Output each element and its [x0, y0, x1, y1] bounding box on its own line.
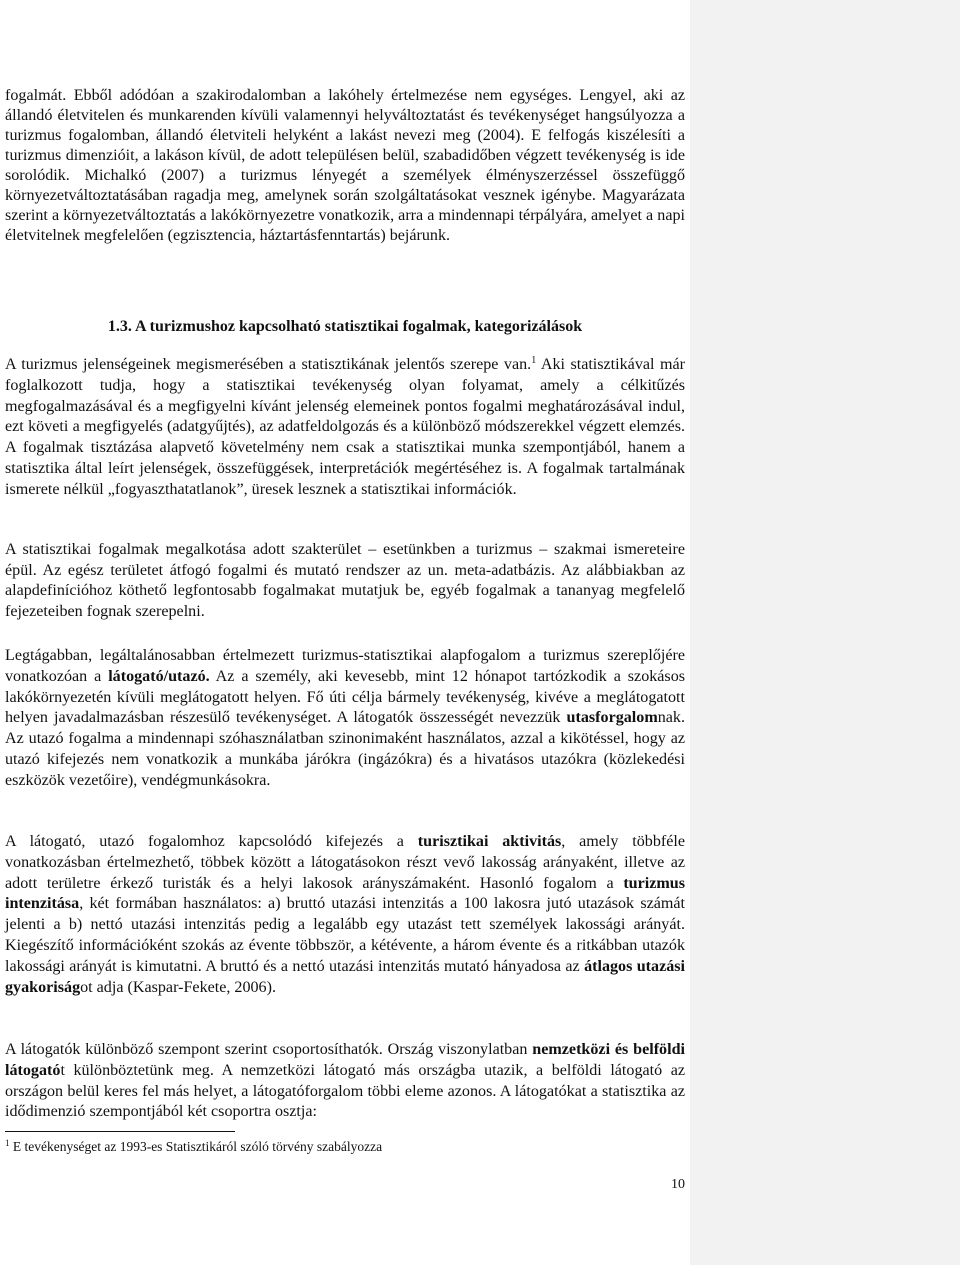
footnote-number: 1: [5, 1138, 10, 1148]
footnote-text: E tevékenységet az 1993-es Statisztikáról szóló törvény szabályozza: [9, 1139, 383, 1154]
paragraph-6: [5, 1040, 685, 1123]
paragraph-3-text: A statisztikai fogalmak megalkotása adott szakterület – esetünkben a turizmus – szakmai ismereteire épül. Az egész területet átfogó fogalmi és mutató rendszer az un. meta-adatbázis. Az alábbiakban az alapdefinícióhoz köthető legfontosabb fogalmakat mutatjuk be, egyéb fogalmak a tananyag megfelelő fejezeteiben fognak szerepelni.: [5, 541, 685, 620]
page-number: 10: [671, 1177, 685, 1192]
term-latogato-utazo: látogató/utazó.: [108, 667, 210, 685]
paragraph-5-text-3: , két formában használatos: a) bruttó utazási intenzitás a 100 lakosra jutó utazások számát jelenti a b) nettó utazási intenzitás pedig a legalább egy utazást tett személyek lakossági arányát. Kiegészítő információként szokás az évente többször, a kétévente, a három évente és a ritkábban utazók lakossági arányát is kimutatni. A bruttó és a nettó utazási intenzitás mutató hányadosa az: [5, 895, 685, 975]
paragraph-6-text-2: t különböztetünk meg. A nemzetközi látogató más országba utazik, a belföldi látogató az országon belül keres fel más helyet, a látogatóforgalom többi eleme azonos. A látogatókat a statisztika az idődimenzió szempontjából két csoportra osztja:: [5, 1061, 685, 1121]
term-atlagos-utazasi-gyakorisag: átlagos utazási gyakoriság: [5, 957, 685, 996]
paragraph-4: [5, 646, 685, 792]
paragraph-4-text-1: Legtágabban, legáltalánosabban értelmezett turizmus-statisztikai alapfogalom a turizmus szereplőjére vonatkozóan a: [5, 647, 685, 685]
paragraph-1: [5, 86, 685, 246]
paragraph-4-text-2: Az a személy, aki kevesebb, mint 12 hónapot tartózkodik a szokásos lakókörnyezetén kívüli meglátogatott helyen. Fő úti célja bármely tevékenység, kivéve a meglátogatott helyen javadalmazásban részesülő tevékenységet. A látogatók összességét nevezzük: [5, 667, 686, 727]
paragraph-2: [5, 355, 685, 501]
footnote-separator: [5, 1131, 235, 1132]
paragraph-1-text: fogalmát. Ebből adódóan a szakirodalomban a lakóhely értelmezése nem egységes. Lengyel, aki az állandó életvitelen és munkarenden kívüli valamennyi helyváltoztatást és tevékenységet hangsúlyozza a turizmus fogalomban, állandó életviteli helyként a lakást nevezi meg (2004). E felfogás kiszélesíti a turizmus dimenzióit, a lakáson kívül, de adott településen belül, szabadidőben végzett tevékenység is ide sorolódik. Michalkó (2007) a turizmus lényegét a személyek élményszerzéssel összefüggő környezetváltoztatásában ragadja meg, amelynek során szolgáltatásokat vesznek igénybe. Magyarázata szerint a környezetváltoztatás a lakókörnyezetre vonatkozik, arra a mindennapi térpályára, amelyet a napi életvitelnek megfelelően (egzisztencia, háztartásfenntartás) bejárunk.: [5, 87, 685, 244]
paragraph-4-text-3: nak. Az utazó fogalma a mindennapi szóhasználatban szinonimaként használatos, azzal a kikötéssel, hogy az utazó kifejezés nem vonatkozik a munkába járókra (ingázókra) és a hivatásos utazókra (közlekedési eszközök vezetőire), vendégmunkásokra.: [5, 709, 685, 789]
paragraph-5-text-2: , amely többféle vonatkozásban értelmezhető, többek között a látogatásokon részt vevő lakosság arányaként, illetve az adott területre érkező turisták és a helyi lakosok arányszámaként. Hasonló fogalom a: [5, 833, 686, 892]
paragraph-2-text-b: Aki statisztikával már foglalkozott tudja, hogy a statisztikai tevékenység olyan folyamat, amely a célkitűzés megfogalmazásával és a megfigyelni kívánt jelenség elemeinek pontos fogalmi meghatározásával indul, ezt követi a megfigyelés (adatgyűjtés), az adatfeldolgozás és a különböző módszerekkel végzett elemzés. A fogalmak tisztázása alapvető követelmény nem csak a statisztikai munka szempontjából, hanem a statisztika által leírt jelenségek, összefüggések, interpretációk megértéséhez is. A fogalmak tartalmának ismerete nélkül „fogyaszthatatlanok”, üresek lesznek a statisztikai információk.: [5, 356, 685, 498]
term-turizmus-intenzitasa: turizmus intenzitása: [5, 874, 685, 913]
paragraph-2-text-a: A turizmus jelenségeinek megismerésében a statisztikának jelentős szerepe van.: [5, 356, 532, 373]
paragraph-6-text-1: A látogatók különböző szempont szerint csoportosíthatók. Ország viszonylatban: [5, 1041, 533, 1058]
paragraph-5: [5, 832, 685, 998]
paragraph-5-text-1: A látogató, utazó fogalomhoz kapcsolódó kifejezés a: [5, 833, 418, 850]
term-utasforgalom: utasforgalom: [566, 709, 658, 727]
footnote-reference[interactable]: 1: [531, 355, 537, 366]
section-heading: 1.3. A turizmushoz kapcsolható statisztikai fogalmak, kategorizálások: [107, 318, 583, 335]
term-turisztikai-aktivitas: turisztikai aktivitás: [417, 833, 562, 850]
paragraph-5-text-4: ot adja (Kaspar-Fekete, 2006).: [80, 978, 276, 996]
term-nemzetkozi-es-belfoldi-latogato: nemzetközi és belföldi látogató: [5, 1041, 685, 1079]
paragraph-3: [5, 540, 685, 622]
footnote: [5, 1138, 685, 1156]
side-margin-panel: [690, 0, 960, 1265]
